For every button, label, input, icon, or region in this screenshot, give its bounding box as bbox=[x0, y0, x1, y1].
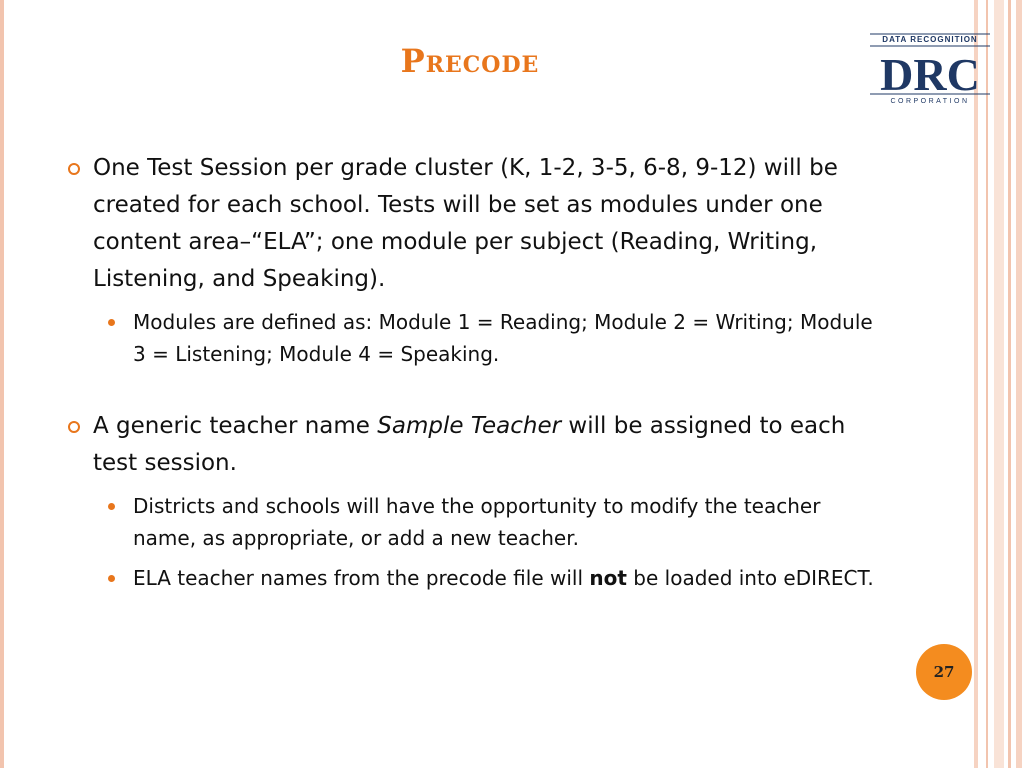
dot-bullet-icon bbox=[108, 503, 115, 510]
circle-bullet-icon bbox=[68, 421, 80, 433]
slide-title: Precode bbox=[400, 42, 540, 80]
logo-bottom-text: CORPORATION bbox=[890, 98, 970, 105]
left-border bbox=[0, 0, 4, 768]
sub-bullet-text: Districts and schools will have the opportunity to modify the teacher name, as appropriate, or add a new teacher. bbox=[133, 494, 821, 550]
sub-bullet-text-part: be loaded into eDIRECT. bbox=[626, 566, 874, 590]
right-decorative-stripes bbox=[972, 0, 1024, 768]
page-number: 27 bbox=[916, 644, 972, 700]
circle-bullet-icon bbox=[68, 163, 80, 175]
logo-main-text: DRC bbox=[880, 49, 980, 100]
bullet-item bbox=[68, 150, 888, 298]
bullet-text-part: will be assigned to each test session. bbox=[93, 413, 846, 476]
bullet-item bbox=[68, 408, 888, 482]
sub-bullet-item bbox=[108, 306, 888, 370]
sub-bullet-text: Modules are defined as: Module 1 = Reading; Module 2 = Writing; Module 3 = Listening; Module 4 = Speaking. bbox=[133, 310, 873, 366]
drc-logo bbox=[866, 28, 994, 108]
bullet-text-part: A generic teacher name bbox=[93, 413, 378, 439]
bullet-text-emphasis: Sample Teacher bbox=[377, 413, 562, 439]
slide-content bbox=[68, 150, 888, 602]
dot-bullet-icon bbox=[108, 575, 115, 582]
sub-bullet-text-strong: not bbox=[589, 566, 627, 590]
sub-bullet-item bbox=[108, 562, 888, 594]
sub-bullet-item bbox=[108, 490, 888, 554]
logo-top-text: DATA RECOGNITION bbox=[882, 35, 978, 44]
bullet-text: One Test Session per grade cluster (K, 1-2, 3-5, 6-8, 9-12) will be created for each school. Tests will be set as modules under one content area–“ELA”; one module per subject (Reading, Writing, Listening, and Speaking). bbox=[93, 155, 838, 292]
sub-bullet-text-part: ELA teacher names from the precode file will bbox=[133, 566, 590, 590]
dot-bullet-icon bbox=[108, 319, 115, 326]
